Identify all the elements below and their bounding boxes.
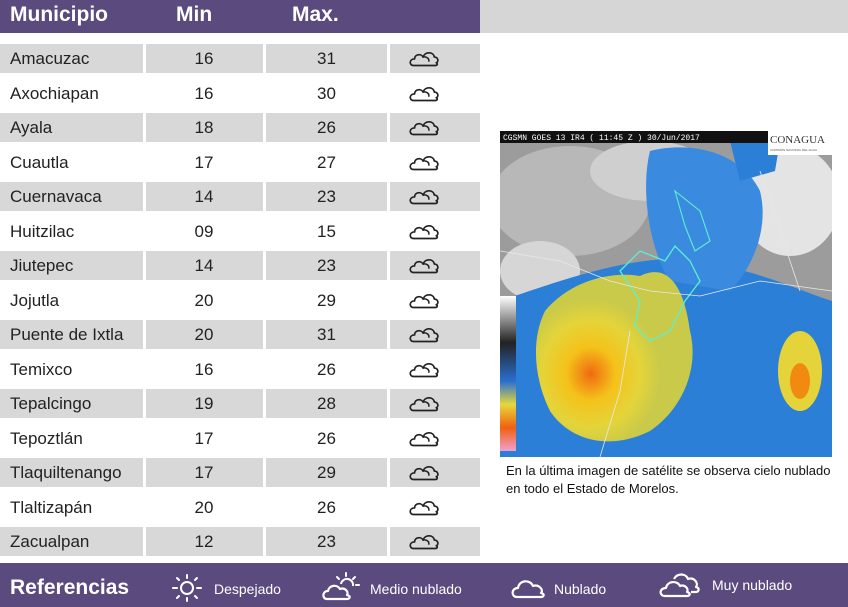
table-row bbox=[0, 320, 480, 349]
column-divider bbox=[387, 33, 390, 559]
max-temp: 26 bbox=[317, 497, 336, 517]
max-temp: 29 bbox=[317, 463, 336, 482]
partly-cloudy-icon bbox=[320, 571, 362, 603]
municipio-name: Tepalcingo bbox=[10, 394, 92, 413]
max-temp: 28 bbox=[317, 394, 336, 413]
max-temp: 23 bbox=[317, 256, 336, 275]
max-temp: 23 bbox=[317, 532, 336, 551]
min-temp: 20 bbox=[194, 325, 214, 344]
municipio-name: Axochiapan bbox=[10, 83, 99, 103]
very-cloudy-icon bbox=[408, 220, 440, 242]
municipio-name: Temixco bbox=[10, 359, 73, 379]
municipio-name: Jojutla bbox=[10, 290, 60, 310]
conagua-logo: CONAGUA bbox=[770, 134, 825, 146]
municipio-name: Huitzilac bbox=[10, 221, 75, 241]
table-row bbox=[0, 182, 480, 211]
table-row bbox=[0, 251, 480, 280]
min-temp: 17 bbox=[194, 463, 214, 482]
max-temp: 29 bbox=[317, 290, 336, 310]
table-row bbox=[0, 79, 480, 108]
very-cloudy-icon bbox=[408, 392, 440, 414]
table-row bbox=[0, 424, 480, 453]
municipio-name: Ayala bbox=[10, 118, 53, 137]
table-row bbox=[0, 458, 480, 487]
table-row bbox=[0, 389, 480, 418]
max-temp: 26 bbox=[317, 118, 336, 137]
legend-title: Referencias bbox=[10, 576, 130, 599]
table-row bbox=[0, 355, 480, 384]
legend-footer bbox=[0, 563, 848, 607]
min-temp: 14 bbox=[194, 256, 214, 275]
legend-label-nublado: Nublado bbox=[554, 581, 607, 597]
max-temp: 27 bbox=[317, 152, 336, 172]
very-cloudy-icon bbox=[408, 427, 440, 449]
table-header bbox=[0, 0, 480, 33]
municipio-name: Puente de Ixtla bbox=[10, 325, 124, 344]
table-row bbox=[0, 217, 480, 246]
max-temp: 26 bbox=[317, 359, 336, 379]
header-max: Max. bbox=[292, 3, 339, 26]
table-row bbox=[0, 527, 480, 556]
legend-label-despejado: Despejado bbox=[214, 581, 281, 597]
very-cloudy-icon bbox=[408, 47, 440, 69]
min-temp: 16 bbox=[194, 83, 214, 103]
municipio-name: Cuernavaca bbox=[10, 187, 102, 206]
cloud-icon bbox=[510, 574, 546, 600]
min-temp: 18 bbox=[194, 118, 214, 137]
very-cloudy-icon bbox=[408, 496, 440, 518]
municipio-name: Jiutepec bbox=[10, 256, 74, 275]
legend-label-muy-nublado: Muy nublado bbox=[712, 577, 793, 593]
min-temp: 17 bbox=[194, 428, 214, 448]
conagua-logo-subtext: COMISIÓN NACIONAL DEL AGUA bbox=[770, 148, 817, 152]
very-cloudy-icon bbox=[408, 461, 440, 483]
table-row bbox=[0, 148, 480, 177]
min-temp: 16 bbox=[194, 49, 214, 68]
min-temp: 20 bbox=[194, 497, 214, 517]
table-row bbox=[0, 44, 480, 73]
min-temp: 19 bbox=[194, 394, 214, 413]
very-cloudy-icon bbox=[408, 358, 440, 380]
max-temp: 23 bbox=[317, 187, 336, 206]
min-temp: 09 bbox=[194, 221, 214, 241]
min-temp: 16 bbox=[194, 359, 214, 379]
min-temp: 20 bbox=[194, 290, 214, 310]
very-cloudy-icon bbox=[658, 571, 702, 599]
min-temp: 14 bbox=[194, 187, 214, 206]
legend-label-medio-nublado: Medio nublado bbox=[370, 581, 462, 597]
max-temp: 30 bbox=[317, 83, 336, 103]
header-municipio: Municipio bbox=[10, 3, 108, 26]
very-cloudy-icon bbox=[408, 289, 440, 311]
header-right-bar bbox=[480, 0, 848, 33]
municipio-name: Tepoztlán bbox=[10, 428, 83, 448]
min-temp: 17 bbox=[194, 152, 214, 172]
table-row bbox=[0, 493, 480, 522]
table-row bbox=[0, 286, 480, 315]
very-cloudy-icon bbox=[408, 185, 440, 207]
sun-icon bbox=[170, 573, 204, 603]
satellite-image bbox=[500, 131, 832, 457]
municipio-name: Amacuzac bbox=[10, 49, 90, 68]
max-temp: 26 bbox=[317, 428, 336, 448]
municipio-name: Tlaltizapán bbox=[10, 497, 93, 517]
max-temp: 15 bbox=[317, 221, 336, 241]
municipio-name: Cuautla bbox=[10, 152, 69, 172]
very-cloudy-icon bbox=[408, 116, 440, 138]
min-temp: 12 bbox=[194, 532, 214, 551]
max-temp: 31 bbox=[317, 325, 336, 344]
very-cloudy-icon bbox=[408, 323, 440, 345]
column-divider bbox=[143, 33, 146, 559]
very-cloudy-icon bbox=[408, 151, 440, 173]
very-cloudy-icon bbox=[408, 254, 440, 276]
satellite-caption: En la última imagen de satélite se observa cielo nublado en todo el Estado de Morelos. bbox=[506, 463, 831, 496]
satellite-header-text: CGSMN GOES 13 IR4 ( 11:45 Z ) 30/Jun/2017 bbox=[503, 134, 700, 143]
municipio-name: Tlaquiltenango bbox=[10, 463, 122, 482]
column-divider bbox=[263, 33, 266, 559]
very-cloudy-icon bbox=[408, 82, 440, 104]
very-cloudy-icon bbox=[408, 530, 440, 552]
table-row bbox=[0, 113, 480, 142]
max-temp: 31 bbox=[317, 49, 336, 68]
municipio-name: Zacualpan bbox=[10, 532, 90, 551]
header-min: Min bbox=[176, 3, 213, 26]
